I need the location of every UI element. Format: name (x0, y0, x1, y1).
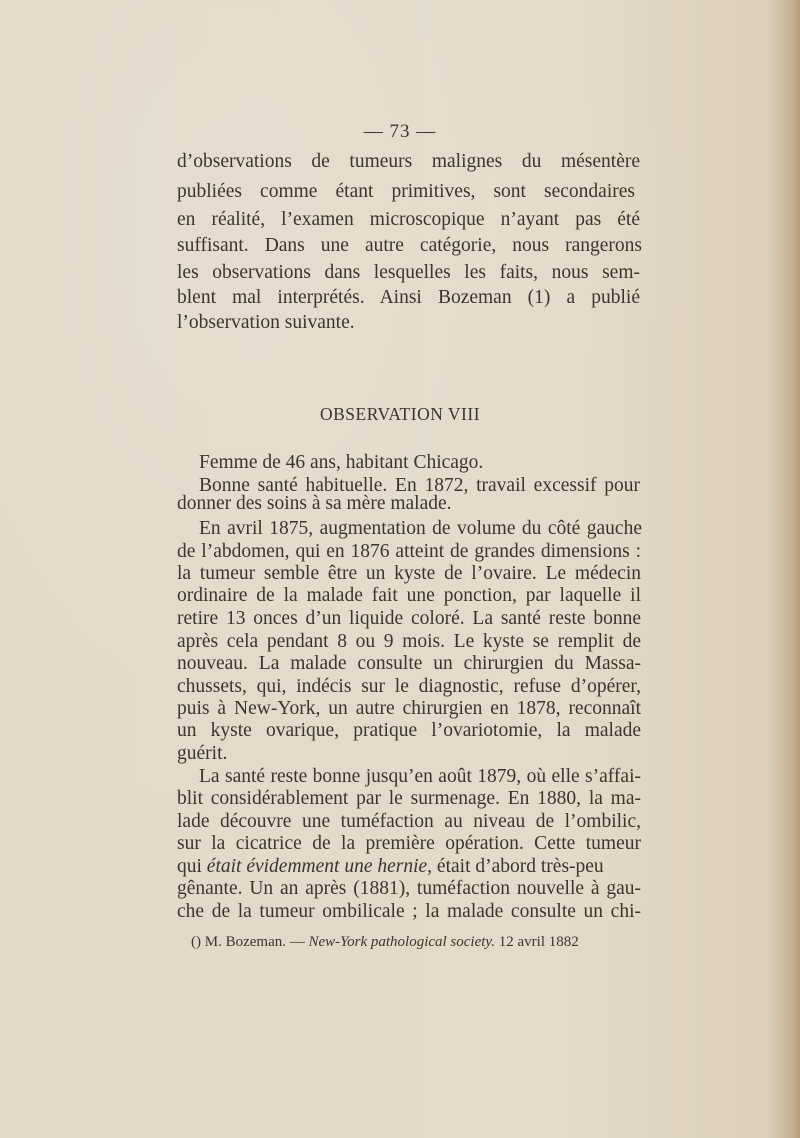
text-line: retire 13 onces d’un liquide coloré. La santé reste bonne (177, 608, 641, 629)
text-line: un kyste ovarique, pratique l’ovariotomie, la malade (177, 720, 641, 741)
footnote (191, 934, 579, 951)
page-edge-shadow (770, 0, 800, 1138)
text-line: l’observation suivante. (177, 312, 355, 333)
text-line: La santé reste bonne jusqu’en août 1879, où elle s’affai- (199, 766, 641, 787)
text-line: en réalité, l’examen microscopique n’ayant pas été (177, 209, 640, 230)
text-segment: qui (177, 856, 202, 877)
text-line: guérit. (177, 743, 228, 764)
text-line: lade découvre une tuméfaction au niveau de l’ombilic, (177, 811, 641, 832)
text-line: gênante. Un an après (1881), tuméfaction nouvelle à gau- (177, 878, 641, 899)
text-line: publiées comme étant primitives, sont secondaires (177, 181, 635, 202)
footnote-date: 12 avril 1882 (498, 934, 579, 950)
text-line: sur la cicatrice de la première opération. Cette tumeur (177, 833, 641, 854)
text-line: blit considérablement par le surmenage. En 1880, la ma- (177, 788, 641, 809)
text-line: puis à New-York, un autre chirurgien en 1878, reconnaît (177, 698, 641, 719)
text-line: donner des soins à sa mère malade. (177, 493, 452, 514)
footnote-source: New-York pathological society. (308, 934, 496, 950)
text-line: chussets, qui, indécis sur le diagnostic, refuse d’opérer, (177, 676, 641, 697)
text-line: la tumeur semble être un kyste de l’ovaire. Le médecin (177, 563, 641, 584)
text-line: de l’abdomen, qui en 1876 atteint de grandes dimensions : (177, 541, 641, 562)
text-segment: était d’abord très-peu (436, 856, 604, 877)
text-line: che de la tumeur ombilicale ; la malade consulte un chi- (177, 901, 641, 922)
observation-title: OBSERVATION VIII (319, 404, 481, 424)
italic-text-segment: était évidemment une hernie, (206, 856, 433, 877)
page-number: — 73 — (363, 121, 437, 142)
text-line: En avril 1875, augmentation de volume du côté gauche (199, 518, 642, 539)
footnote-author: M. Bozeman. — (204, 934, 305, 950)
text-line: les observations dans lesquelles les faits, nous sem- (177, 262, 640, 283)
text-line: nouveau. La malade consulte un chirurgien du Massa- (177, 653, 641, 674)
text-line: suffisant. Dans une autre catégorie, nous rangerons (177, 235, 642, 256)
text-line: d’observations de tumeurs malignes du mésentère (177, 151, 640, 172)
text-line: ordinaire de la malade fait une ponction, par laquelle il (177, 585, 641, 606)
text-line: Bonne santé habituelle. En 1872, travail excessif pour (199, 475, 640, 496)
text-line-mixed (177, 855, 604, 879)
text-line: Femme de 46 ans, habitant Chicago. (199, 452, 484, 473)
footnote-marker: () (191, 934, 201, 950)
text-line: blent mal interprétés. Ainsi Bozeman (1) a publié (177, 287, 640, 308)
text-line: après cela pendant 8 ou 9 mois. Le kyste se remplit de (177, 631, 641, 652)
